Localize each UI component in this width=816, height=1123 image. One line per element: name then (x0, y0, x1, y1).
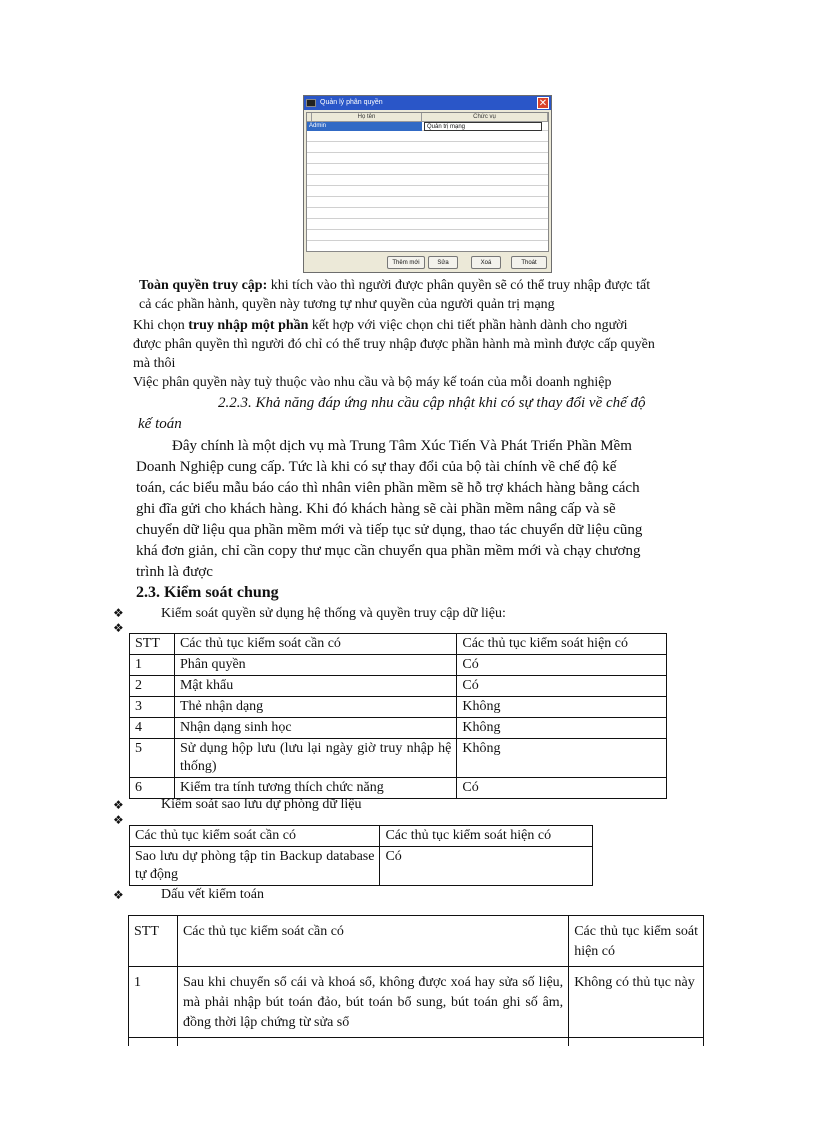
cell: Kiểm tra tính tương thích chức năng (174, 778, 456, 799)
grid-header-role[interactable]: Chức vụ (422, 113, 548, 122)
paragraph-line: Doanh Nghiệp cung cấp. Tức là khi có sự thay đổi của bộ tài chính về chế độ kế (136, 459, 617, 475)
table-row (130, 739, 667, 778)
bullet-text: Kiểm soát sao lưu dự phòng dữ liệu (161, 797, 362, 812)
header-cell: Các thủ tục kiểm soát hiện có (457, 634, 667, 655)
grid-row[interactable] (307, 186, 548, 197)
header-cell: STT (130, 634, 175, 655)
cell: Phân quyền (174, 655, 456, 676)
header-cell: Các thủ tục kiểm soát cần có (174, 634, 456, 655)
paragraph-line: chuyển dữ liệu qua phần mềm mới và tiếp tục sử dụng, thao tác chuyển dữ liệu cũng (136, 522, 643, 538)
table-row (130, 676, 667, 697)
table-row (129, 1038, 704, 1046)
table-row (130, 655, 667, 676)
grid-row[interactable] (307, 230, 548, 241)
cell: Sao lưu dự phòng tập tin Backup database tự động (130, 847, 380, 886)
access-control-table (129, 633, 667, 799)
table-row (130, 718, 667, 739)
header-cell: Các thủ tục kiểm soát cần có (177, 916, 568, 967)
paragraph-line: được phân quyền thì người đó chỉ có thể truy nhập được phần hành mà mình được cấp quyền (133, 337, 655, 352)
table-row (130, 847, 593, 886)
cell: Sử dụng hộp lưu (lưu lại ngày giờ truy nhập hệ thống) (174, 739, 456, 778)
paragraph-partial-access (133, 316, 627, 335)
permission-dialog (303, 95, 552, 273)
grid-row[interactable] (307, 142, 548, 153)
cell: 2 (130, 676, 175, 697)
cell: Không (457, 697, 667, 718)
section-heading-2-2-3: 2.2.3. Khả năng đáp ứng nhu cầu cập nhật khi có sự thay đổi về chế độ (218, 395, 646, 411)
diamond-bullet-icon: ❖ (113, 813, 124, 827)
cell: Không (457, 739, 667, 778)
diamond-bullet-icon: ❖ (113, 888, 124, 902)
dialog-titlebar[interactable] (304, 96, 551, 110)
grid-row[interactable] (307, 219, 548, 230)
grid-row[interactable] (307, 122, 548, 131)
paragraph-line: ghi đĩa gửi cho khách hàng. Khi đó khách hàng sẽ cài phần mềm nâng cấp và sẽ (136, 501, 616, 517)
table-row (130, 697, 667, 718)
paragraph-full-access (139, 276, 650, 295)
section-heading-2-2-3-cont: kế toán (138, 416, 182, 432)
cell: Mật khẩu (174, 676, 456, 697)
text-span: Khi chọn (133, 318, 189, 333)
cell: Thẻ nhận dạng (174, 697, 456, 718)
term-partial-access: truy nhập một phần (188, 318, 309, 333)
paragraph-line: mà thôi (133, 356, 176, 371)
text-span: khi tích vào thì người được phân quyền sẽ có thể truy nhập được tất (267, 278, 651, 293)
cell: Không (457, 718, 667, 739)
grid-row[interactable] (307, 197, 548, 208)
cell: Không có thủ tục này (569, 967, 704, 1038)
app-icon (306, 99, 316, 107)
header-cell: Các thủ tục kiểm soát hiện có (569, 916, 704, 967)
edit-button[interactable]: Sửa (428, 256, 458, 269)
paragraph-line: Việc phân quyền này tuỳ thuộc vào nhu cầu và bộ máy kế toán của mỗi doanh nghiệp (133, 375, 612, 390)
grid-header-name[interactable]: Họ tên (312, 113, 422, 122)
section-heading-2-3: 2.3. Kiểm soát chung (136, 584, 279, 601)
paragraph-line: Đây chính là một dịch vụ mà Trung Tâm Xúc Tiến Và Phát Triển Phần Mềm (172, 438, 632, 454)
cell: Có (380, 847, 593, 886)
grid-row[interactable] (307, 131, 548, 142)
grid-cell-name[interactable]: Admin (307, 122, 422, 131)
audit-trail-table (128, 915, 704, 1046)
cell: 1 (130, 655, 175, 676)
dialog-title: Quản lý phân quyền (320, 99, 383, 106)
cell: Có (457, 655, 667, 676)
close-icon[interactable]: ✕ (538, 98, 548, 109)
text-span: kết hợp với việc chọn chi tiết phần hành dành cho người (308, 318, 628, 333)
cell: 4 (130, 718, 175, 739)
grid-row[interactable] (307, 153, 548, 164)
table-row (129, 967, 704, 1038)
grid-row[interactable] (307, 175, 548, 186)
cell: Nhận dạng sinh học (174, 718, 456, 739)
user-grid[interactable] (306, 112, 549, 252)
cell: Có (457, 778, 667, 799)
cell: 6 (130, 778, 175, 799)
grid-cell-role[interactable]: Quản trị mạng (424, 122, 542, 131)
cell: Sau khi chuyển sổ cái và khoá sổ, không được xoá hay sửa số liệu, mà phải nhập bút toán đảo, bút toán bổ sung, bút toán ghi số âm, đồng thời lập chứng từ sửa sổ (177, 967, 568, 1038)
bullet-text: Dấu vết kiểm toán (161, 887, 265, 902)
cell (129, 1038, 178, 1046)
cell (569, 1038, 704, 1046)
grid-row[interactable] (307, 208, 548, 219)
header-cell: Các thủ tục kiểm soát cần có (130, 826, 380, 847)
paragraph-line: khá đơn giản, chỉ cần copy thư mục cần chuyển qua phần mềm mới và chạy chương (136, 543, 641, 559)
exit-button[interactable]: Thoát (511, 256, 547, 269)
delete-button[interactable]: Xoá (471, 256, 501, 269)
paragraph-line: toán, các biểu mẫu báo cáo thì nhân viên phần mềm sẽ hỗ trợ khách hàng bằng cách (136, 480, 640, 496)
cell (177, 1038, 568, 1046)
table-header-row (130, 826, 593, 847)
header-cell: STT (129, 916, 178, 967)
backup-control-table (129, 825, 593, 886)
bullet-text: Kiểm soát quyền sử dụng hệ thống và quyền truy cập dữ liệu: (161, 606, 506, 621)
diamond-bullet-icon: ❖ (113, 621, 124, 635)
cell: 3 (130, 697, 175, 718)
diamond-bullet-icon: ❖ (113, 798, 124, 812)
paragraph-line: cả các phần hành, quyền này tương tự như quyền của người quản trị mạng (139, 297, 555, 312)
table-header-row (130, 634, 667, 655)
cell: Có (457, 676, 667, 697)
grid-row[interactable] (307, 164, 548, 175)
cell: 5 (130, 739, 175, 778)
diamond-bullet-icon: ❖ (113, 606, 124, 620)
add-button[interactable]: Thêm mới (387, 256, 425, 269)
table-header-row (129, 916, 704, 967)
term-full-access: Toàn quyền truy cập: (139, 278, 268, 293)
paragraph-line: trình là được (136, 564, 213, 580)
cell: 1 (129, 967, 178, 1038)
header-cell: Các thủ tục kiểm soát hiện có (380, 826, 593, 847)
